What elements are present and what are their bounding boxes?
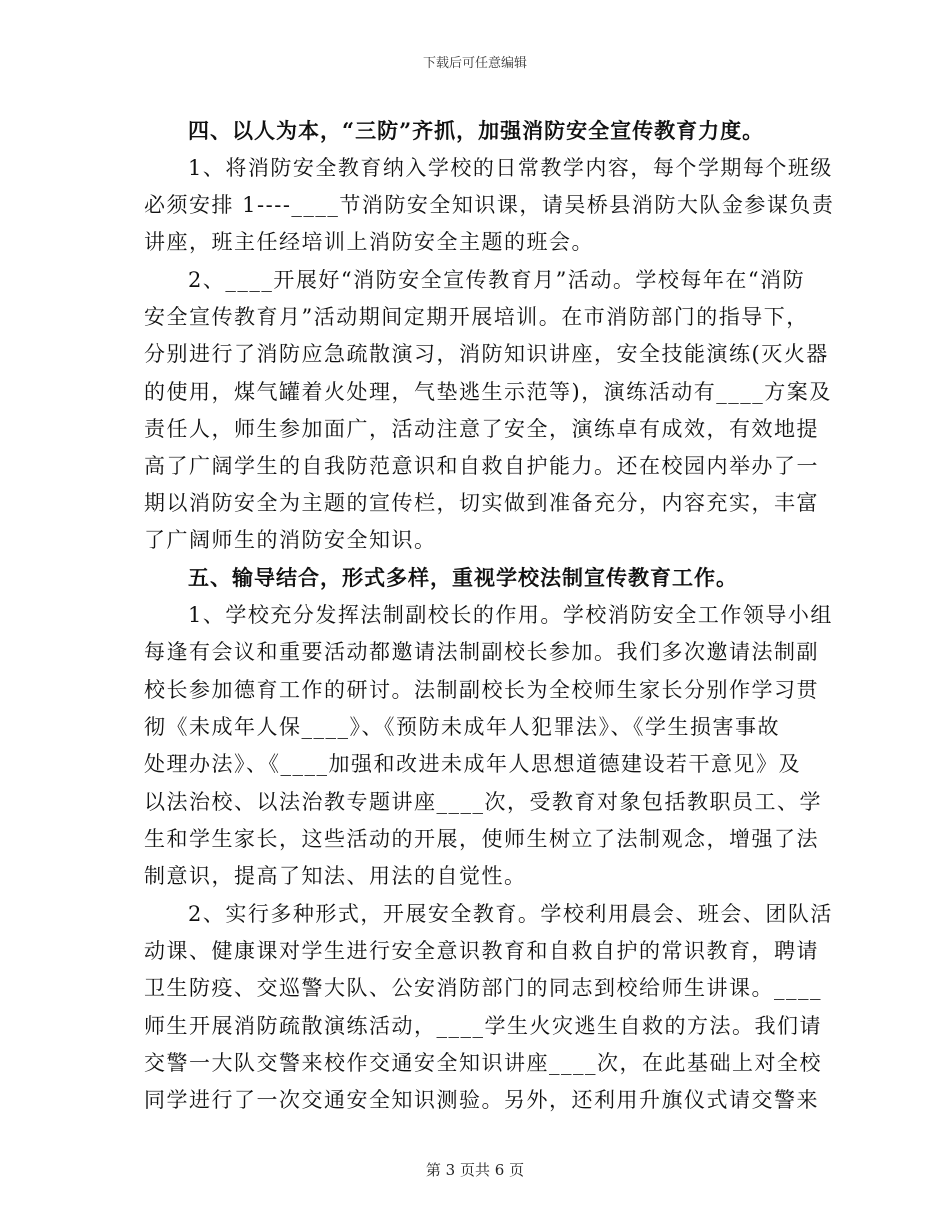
paragraph-line: 同学进行了一次交通安全知识测验。另外，还利用升旗仪式请交警来: [144, 1088, 819, 1112]
paragraph-line: 安全宣传教育月”活动期间定期开展培训。在市消防部门的指导下，: [144, 305, 809, 329]
section-heading-5: 五、输导结合，形式多样，重视学校法制宣传教育工作。: [188, 565, 738, 590]
paragraph-line: 2、实行多种形式，开展安全教育。学校利用晨会、班会、团队活: [188, 902, 833, 926]
paragraph-line: 1、将消防安全教育纳入学校的日常教学内容，每个学期每个班级: [188, 156, 833, 180]
paragraph-line: 校长参加德育工作的研讨。法制副校长为全校师生家长分别作学习贯: [144, 678, 819, 702]
section-heading-4: 四、以人为本，“三防”齐抓，加强消防安全宣传教育力度。: [188, 118, 765, 143]
paragraph-line: 动课、健康课对学生进行安全意识教育和自救自护的常识教育，聘请: [144, 939, 819, 963]
paragraph-line: 的使用，煤气罐着火处理，气垫逃生示范等)，演练活动有____方案及: [144, 380, 832, 404]
paragraph-line: 高了广阔学生的自我防范意识和自救自护能力。还在校园内举办了一: [144, 454, 819, 478]
paragraph-line: 交警一大队交警来校作交通安全知识讲座____次，在此基础上对全校: [144, 1051, 822, 1075]
page-header: 下载后可任意编辑: [422, 56, 527, 71]
paragraph-line: 期以消防安全为主题的宣传栏，切实做到准备充分，内容充实，丰富: [144, 491, 819, 515]
paragraph-line: 讲座，班主任经培训上消防安全主题的班会。: [144, 230, 594, 254]
paragraph-line: 生和学生家长，这些活动的开展，使师生树立了法制观念，增强了法: [144, 827, 819, 851]
paragraph-line: 分别进行了消防应急疏散演习，消防知识讲座，安全技能演练(灭火器: [144, 342, 829, 366]
paragraph-line: 彻《未成年人保____》、《预防未成年人犯罪法》、《学生损害事故: [144, 715, 780, 739]
paragraph-line: 2、____开展好“消防安全宣传教育月”活动。学校每年在“消防: [188, 268, 806, 292]
paragraph-line: 1、学校充分发挥法制副校长的作用。学校消防安全工作领导小组: [188, 603, 833, 627]
paragraph-line: 以法治校、以法治教专题讲座____次，受教育对象包括教职员工、学: [144, 790, 822, 814]
paragraph-line: 每逢有会议和重要活动都邀请法制副校长参加。我们多次邀请法制副: [144, 640, 819, 664]
paragraph-line: 了广阔师生的消防安全知识。: [144, 528, 437, 552]
paragraph-line: 处理办法》、《____加强和改进未成年人思想道德建设若干意见》及: [144, 752, 801, 776]
paragraph-line: 责任人，师生参加面广，活动注意了安全，演练卓有成效，有效地提: [144, 417, 819, 441]
paragraph-line: 卫生防疫、交巡警大队、公安消防部门的同志到校给师生讲课。____: [144, 976, 822, 1000]
paragraph-line: 师生开展消防疏散演练活动，____学生火灾逃生自救的方法。我们请: [144, 1014, 822, 1038]
paragraph-line: 制意识，提高了知法、用法的自觉性。: [144, 864, 527, 888]
paragraph-line: 必须安排 1----____节消防安全知识课，请吴桥县消防大队金参谋负责: [144, 193, 835, 217]
page-footer: 第 3 页共 6 页: [425, 1161, 525, 1179]
